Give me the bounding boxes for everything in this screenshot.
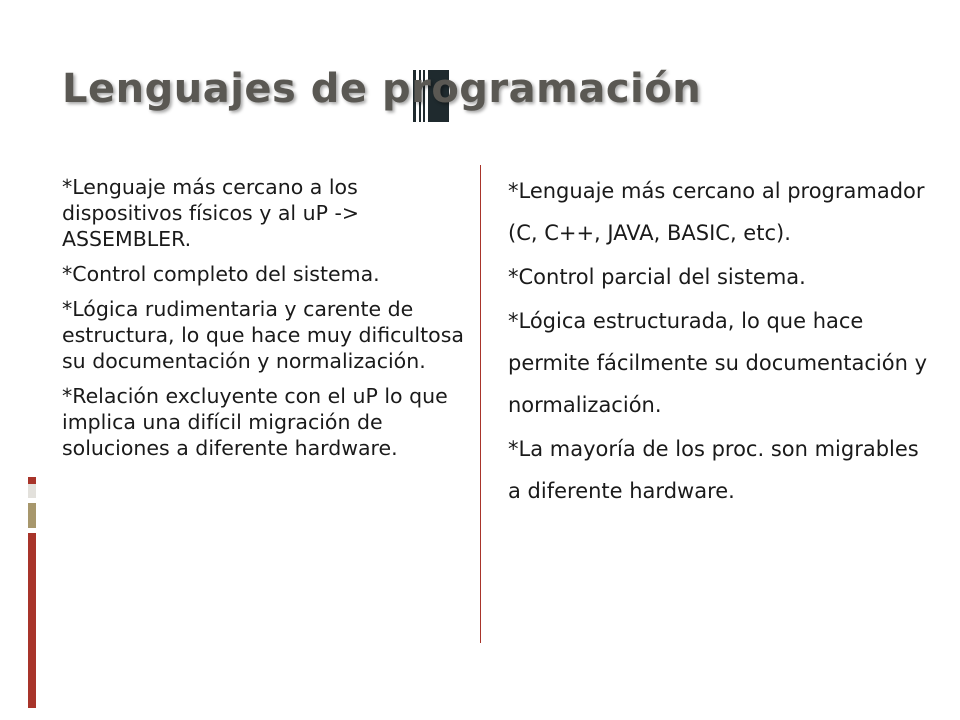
slide-title: Lenguajes de programación — [62, 66, 702, 112]
left-item-control: *Control completo del sistema. — [62, 262, 380, 286]
column-divider — [480, 165, 481, 643]
left-item-relation: *Relación excluyente con el uP lo que implica una difícil migración de soluciones a diferente hardware. — [62, 384, 448, 460]
right-item-control: *Control parcial del sistema. — [508, 265, 806, 289]
left-column — [62, 174, 472, 470]
right-item-logic: *Lógica estructurada, lo que hace permite fácilmente su documentación y normalización. — [508, 309, 928, 417]
accent-bar-long — [28, 533, 36, 708]
left-item-logic: *Lógica rudimentaria y carente de estructura, lo que hace muy dificultosa su documentación y normalización. — [62, 297, 464, 373]
accent-bar-light — [28, 484, 36, 498]
left-item-assembler: *Lenguaje más cercano a los dispositivos físicos y al uP -> ASSEMBLER. — [62, 175, 360, 251]
right-item-programmer: *Lenguaje más cercano al programador (C, C++, JAVA, BASIC, etc). — [508, 179, 925, 245]
right-column — [508, 170, 928, 514]
right-item-migration: *La mayoría de los proc. son migrables a diferente hardware. — [508, 437, 919, 503]
accent-bar-tan — [28, 503, 36, 528]
